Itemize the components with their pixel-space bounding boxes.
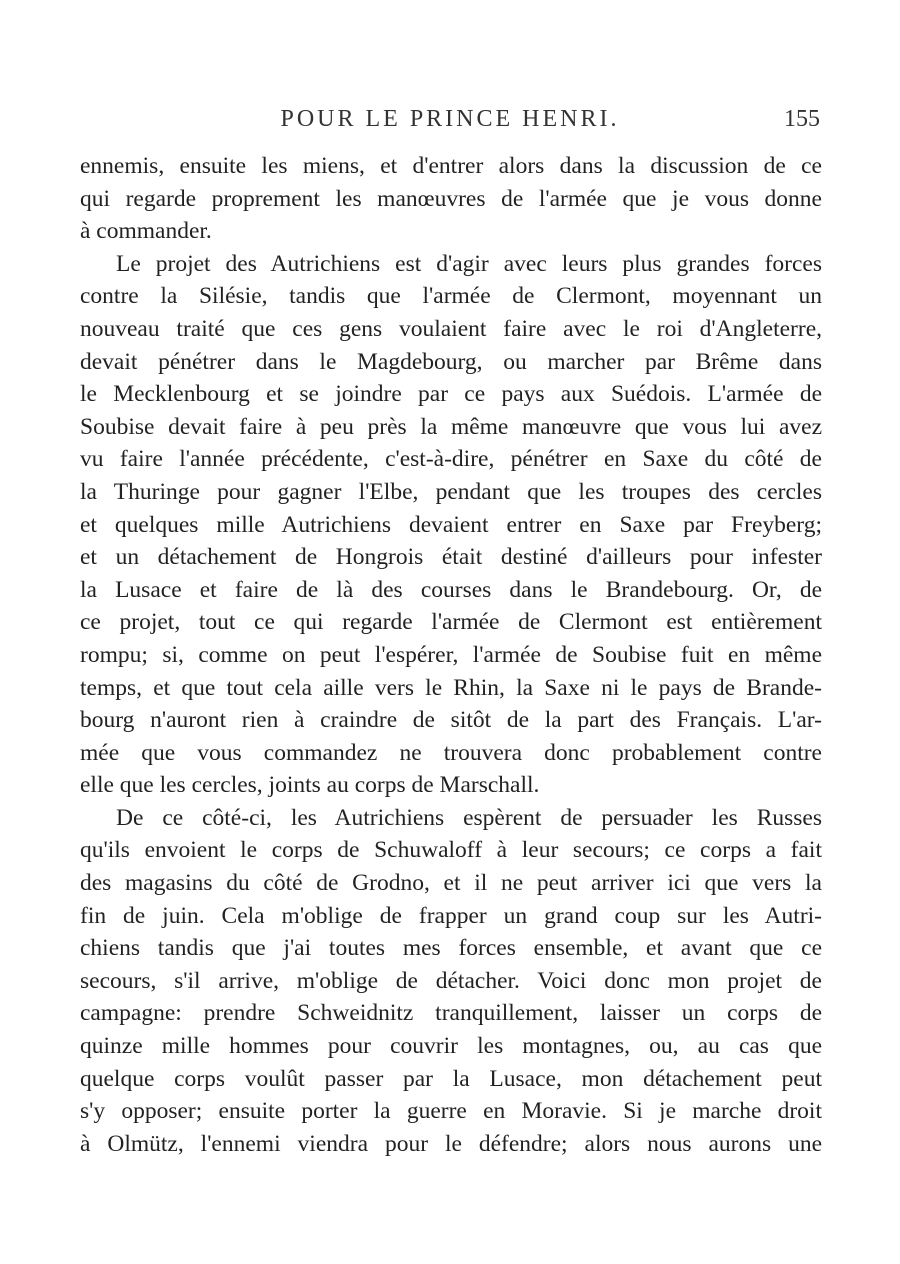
text-line: s'y opposer; ensuite porter la guerre en Moravie. Si je marche droit [80,1098,822,1125]
text-line: ce projet, tout ce qui regarde l'armée de Clermont est entièrement [80,609,822,636]
text-line: nouveau traité que ces gens voulaient faire avec le roi d'Angleterre, [80,315,822,342]
text-line: devait pénétrer dans le Magdebourg, ou marcher par Brême dans [80,348,822,375]
text-line: rompu; si, comme on peut l'espérer, l'armée de Soubise fuit en même [80,641,822,668]
text-line: contre la Silésie, tandis que l'armée de Clermont, moyennant un [80,283,822,310]
text-line: bourg n'auront rien à craindre de sitôt de la part des Français. L'ar- [80,707,822,734]
text-line: mée que vous commandez ne trouvera donc probablement contre [80,739,822,766]
body-text [80,150,822,1160]
text-line: ennemis, ensuite les miens, et d'entrer alors dans la discussion de ce [80,153,822,179]
text-line: à Olmütz, l'ennemi viendra pour le défendre; alors nous aurons une [80,1130,822,1157]
text-line: fin de juin. Cela m'oblige de frapper un grand coup sur les Autri- [80,902,822,929]
text-line: elle que les cercles, joints au corps de Marschall. [80,772,540,799]
text-line: qu'ils envoient le corps de Schuwaloff à leur secours; ce corps a fait [80,837,822,864]
text-line: quinze mille hommes pour couvrir les montagnes, ou, au cas que [80,1033,822,1060]
text-line: qui regarde proprement les manœuvres de l'armée que je vous donne [80,185,822,212]
text-line: le Mecklenbourg et se joindre par ce pays aux Suédois. L'armée de [80,381,822,408]
text-line: la Thuringe pour gagner l'Elbe, pendant que les troupes des cercles [80,478,822,505]
text-line: à commander. [80,218,212,245]
text-line: vu faire l'année précédente, c'est-à-dire, pénétrer en Saxe du côté de [80,446,822,473]
text-line: des magasins du côté de Grodno, et il ne peut arriver ici que vers la [80,870,822,897]
text-line: et quelques mille Autrichiens devaient entrer en Saxe par Freyberg; [80,511,822,538]
text-line: secours, s'il arrive, m'oblige de détacher. Voici donc mon projet de [80,967,822,994]
text-line: campagne: prendre Schweidnitz tranquillement, laisser un corps de [80,1000,822,1027]
paragraph-first-line: Le projet des Autrichiens est d'agir avec leurs plus grandes forces [116,250,822,277]
paragraph-first-line: De ce côté-ci, les Autrichiens espèrent de persuader les Russes [116,804,822,831]
running-head [80,106,820,140]
text-line: chiens tandis que j'ai toutes mes forces ensemble, et avant que ce [80,935,822,962]
page-number: 155 [784,106,820,132]
text-line: temps, et que tout cela aille vers le Rhin, la Saxe ni le pays de Brande- [80,674,822,701]
text-line: et un détachement de Hongrois était destiné d'ailleurs pour infester [80,544,822,571]
text-line: Soubise devait faire à peu près la même manœuvre que vous lui avez [80,413,822,440]
text-line: la Lusace et faire de là des courses dans le Brandebourg. Or, de [80,576,822,603]
running-title: POUR LE PRINCE HENRI. [280,106,620,132]
text-line: quelque corps voulût passer par la Lusace, mon détachement peut [80,1065,822,1092]
